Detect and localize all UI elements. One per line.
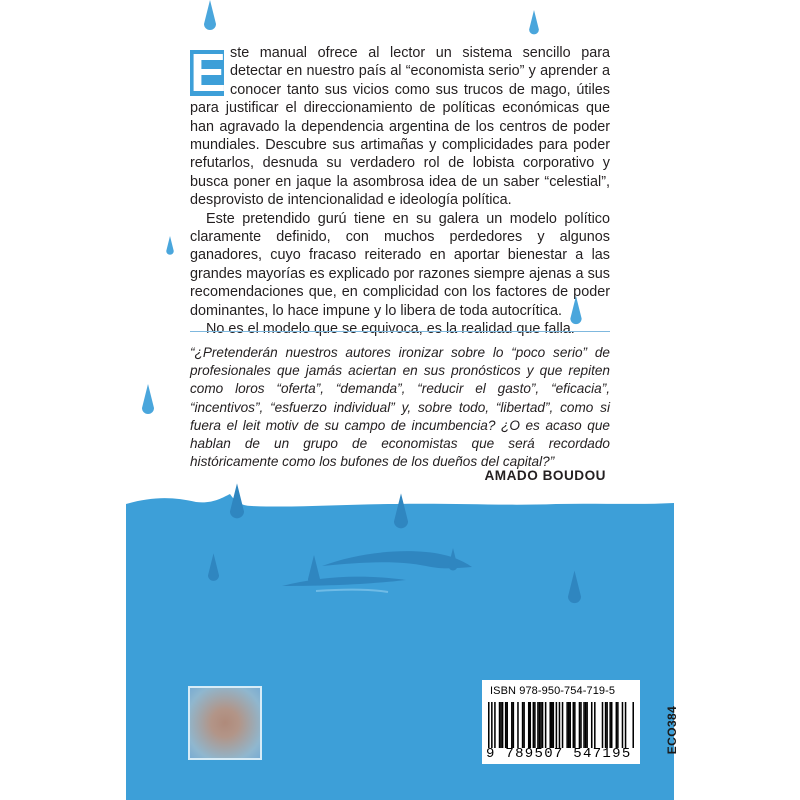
barcode-bar	[522, 702, 524, 748]
barcode-bar	[579, 702, 581, 748]
barcode-bar	[553, 702, 555, 748]
barcode-bar	[583, 702, 585, 748]
barcode-bar	[529, 702, 531, 748]
endorsement-quote: “¿Pretenderán nuestros autores ironizar sobre lo “poco serio” de profesionales que jamás aciertan en sus pronósticos y que repiten como loros “oferta”, “demanda”, “reducir el gasto”, “eficacia”, “incentivos”, “esfuerzo individual” y, sobre todo, “libertad”, como si fuera el leit motiv de su campo de incumbencia? ¿O es acaso que hablan de un grupo de economistas que será recordado históricamente como los bufones de los dueños del capital?”	[190, 345, 610, 470]
barcode-bar	[606, 702, 608, 748]
barcode-bar	[537, 702, 539, 748]
barcode-bar	[533, 702, 535, 748]
barcode-bar	[517, 702, 519, 748]
barcode-bar	[494, 702, 496, 748]
barcode-bar	[585, 702, 587, 748]
barcode-bar	[625, 702, 627, 748]
barcode-bar	[539, 702, 541, 748]
rain-drop-icon	[166, 236, 174, 256]
drop-cap: E	[190, 43, 227, 103]
barcode-bar	[617, 702, 619, 748]
barcode-digits: 9 789507 547195	[486, 746, 632, 762]
barcode-bar	[502, 702, 504, 748]
blurb	[190, 44, 610, 339]
blurb-paragraph-2: Este pretendido gurú tiene en su galera un modelo político claramente definido, con muchos perdedores y algunos ganadores, cuyo fracaso reiterado en aportar bienestar a las grandes mayorías es explicado por razones siempre ajenas a sus recomendaciones que, en complicidad con los factores de poder dominantes, lo hace impune y lo libera de toda autocrítica.	[190, 210, 610, 319]
barcode-bar	[505, 702, 507, 748]
cover-thumbnail	[188, 686, 262, 760]
blurb-paragraph-3: No es el modelo que se equivoca, es la realidad que falla.	[206, 321, 575, 338]
rain-drop-icon	[568, 570, 581, 606]
barcode-bar	[534, 702, 536, 748]
barcode-bar	[611, 702, 613, 748]
barcode-bar	[551, 702, 553, 748]
rain-drop-icon	[230, 482, 244, 522]
isbn-label: ISBN 978-950-754-719-5	[490, 685, 616, 697]
barcode-bar	[594, 702, 596, 748]
barcode-bar	[632, 702, 634, 748]
barcode-bar	[586, 702, 588, 748]
quote-author: AMADO BOUDOU	[484, 468, 606, 483]
rain-drop-icon	[208, 552, 219, 584]
rain-drop-icon	[142, 384, 154, 416]
rain-drop-icon	[529, 10, 539, 36]
blurb-paragraph-1	[190, 44, 610, 210]
barcode-bar	[609, 702, 611, 748]
barcode-bar	[545, 702, 547, 748]
barcode-bar	[616, 702, 618, 748]
barcode-bar	[506, 702, 508, 748]
barcode-bar	[488, 702, 490, 748]
barcode-bar	[542, 702, 544, 748]
barcode-bar	[566, 702, 568, 748]
barcode-bar	[491, 702, 493, 748]
rain-drop-icon	[308, 552, 320, 590]
barcode-bar	[500, 702, 502, 748]
barcode	[488, 702, 634, 748]
barcode-bar	[559, 702, 561, 748]
section-divider	[190, 331, 610, 332]
barcode-bar	[568, 702, 570, 748]
barcode-bar	[602, 702, 604, 748]
barcode-bar	[574, 702, 576, 748]
book-back-cover	[126, 0, 679, 800]
barcode-bar	[569, 702, 571, 748]
blurb-paragraph-1-text: ste manual ofrece al lector un sistema sencillo para detectar en nuestro país al “economista serio” y aprender a conocer tanto sus vicios como sus trucos de mago, útiles para justificar el direccionamiento de políticas económicas que han agravado la dependencia argentina de los centros de poder mundiales. Descubre sus artimañas y complicidades para poder refutarlos, desnuda su verdadero rol de lobista corporativo y busca poner en jaque la asombrosa idea de un saber “celestial”, desprovisto de intencionalidad e ideología política.	[190, 45, 610, 209]
barcode-bar	[513, 702, 515, 748]
barcode-bar	[499, 702, 501, 748]
barcode-bar	[605, 702, 607, 748]
barcode-bar	[573, 702, 575, 748]
rain-drop-icon	[204, 0, 216, 32]
barcode-bar	[556, 702, 558, 748]
barcode-bar	[523, 702, 525, 748]
barcode-bar	[528, 702, 530, 748]
barcode-bar	[562, 702, 564, 748]
barcode-bar	[549, 702, 551, 748]
rain-drop-icon	[448, 548, 458, 572]
collection-code: ECO384	[665, 705, 679, 755]
barcode-bar	[622, 702, 624, 748]
barcode-box	[482, 680, 640, 764]
barcode-bar	[591, 702, 593, 748]
barcode-bar	[540, 702, 542, 748]
barcode-bar	[511, 702, 513, 748]
barcode-bar	[580, 702, 582, 748]
rain-drop-icon	[394, 488, 408, 536]
